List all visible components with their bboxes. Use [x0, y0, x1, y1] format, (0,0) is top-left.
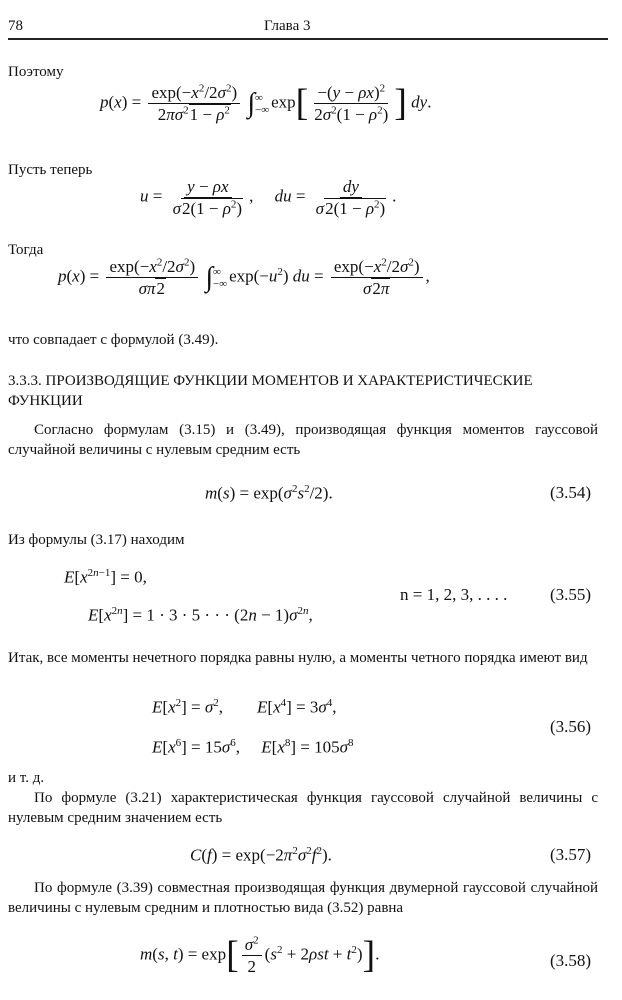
- equation-3-55-line2: $E[x^{2n}] = 1 \cdot 3 \cdot 5$ · · · $(2n - 1)\sigma^{2n}$,: [88, 605, 313, 625]
- paragraph: Итак, все моменты нечетного порядка равны нулю, а моменты четного порядка имеют вид: [8, 650, 588, 666]
- page-number: 78: [8, 18, 23, 34]
- equation-substitution: u = $\frac{y - \rho x}{\sigma 2(1 - \rho^2)}$ , du = $\frac{dy}{\sigma 2(1 - \rho^2)}$ .: [140, 177, 397, 219]
- paragraph: По формуле (3.21) характеристическая функция гауссовой случайной величины с нулевым средним значением есть: [8, 790, 598, 827]
- section-heading: 3.3.3. ПРОИЗВОДЯЩИЕ ФУНКЦИИ МОМЕНТОВ И ХАРАКТЕРИСТИЧЕСКИЕ ФУНКЦИИ: [8, 373, 533, 409]
- equation-3-56-line2: $E[x^6] = 15\sigma^6$, $E[x^8] = 105\sigma^8$: [152, 737, 354, 757]
- equation-condition: n = 1, 2, 3, . . . .: [400, 585, 508, 604]
- paragraph: По формуле (3.39) совместная производящая функция двумерной гауссовой случайной величины с нулевым средним и плотностью вида (3.52) равна: [8, 880, 598, 917]
- equation-number: (3.56): [550, 717, 592, 736]
- running-header: Глава 3: [264, 18, 311, 34]
- paragraph: что совпадает с формулой (3.49).: [8, 332, 219, 348]
- equation-number: (3.57): [550, 845, 592, 864]
- paragraph: и т. д.: [8, 770, 45, 786]
- header-rule: [8, 38, 608, 40]
- paragraph-label: Поэтому: [8, 64, 64, 80]
- paragraph: Из формулы (3.17) находим: [8, 532, 185, 548]
- equation-number: (3.58): [550, 951, 592, 970]
- paragraph-label: Пусть теперь: [8, 162, 93, 178]
- equation-3-56-line1: $E[x^2] = \sigma^2$, $E[x^4] = 3\sigma^4$,: [152, 697, 337, 717]
- equation-3-58: m(s, t) = exp[ $\frac{\sigma^2}{2}$ $(s^2 + 2\rho st + t^2)$].: [140, 934, 380, 977]
- equation-p-x-result: p(x) = $\frac{\exp(-x^2/2\sigma^2)}{\sigma\pi 2}$ ∫ ∞ −∞ $\exp(-u^2)$ du = $\frac{\exp(-x^2/2\sigma^2)}{\sigma 2\pi}$ ,: [58, 256, 430, 299]
- equation-3-57: $C(f) = \exp(-2\pi^2\sigma^2f^2)$.: [190, 845, 332, 865]
- paragraph: Согласно формулам (3.15) и (3.49), производящая функция моментов гауссовой случайной величины с нулевым средним есть: [8, 422, 598, 459]
- equation-3-54: $m(s) = \exp(\sigma^2s^2/2)$.: [205, 483, 333, 503]
- equation-3-55-line1: $E[x^{2n-1}] = 0$,: [64, 567, 147, 587]
- equation-number: (3.54): [550, 483, 592, 502]
- paragraph-label: Тогда: [8, 242, 44, 258]
- equation-p-x-integral: p(x) = $\frac{\exp(-x^2/2\sigma^2)}{2\pi\sigma^21 - \rho^2}$ ∫ ∞ −∞ exp[ $\frac{-(y - \rho x)^2}{2\sigma^2(1 - \rho^2)}$ ] dy.: [100, 82, 432, 125]
- equation-number: (3.55): [550, 585, 592, 604]
